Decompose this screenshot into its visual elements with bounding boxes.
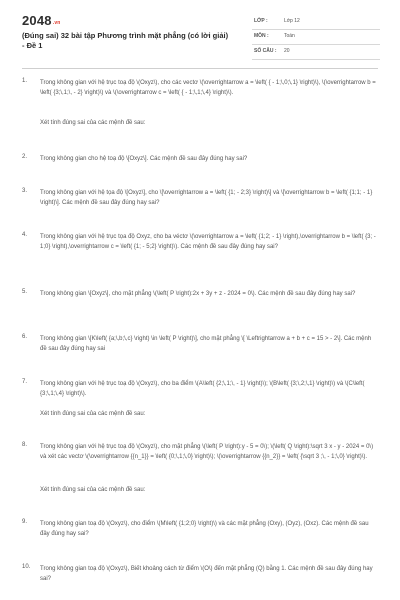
question-text: Trong không gian toạ độ \(Oxyz\), Biết khoảng cách từ điểm \(O\) đến mặt phẳng (Q) bằng 1. Các mệnh đề sau đây đúng hay sai? — [40, 566, 373, 582]
question-number: 3. — [22, 188, 28, 194]
meta-row-count — [252, 46, 380, 60]
question-number: 1. — [22, 78, 28, 84]
page-header — [0, 0, 400, 66]
document-title: (Đúng sai) 32 bài tập Phương trình mặt phẳng (có lời giải) - Đề 1 — [22, 31, 229, 50]
logo-suffix: .vn — [52, 20, 61, 26]
meta-value: Lớp 12 — [284, 18, 300, 24]
meta-row-class — [252, 16, 380, 30]
question-number: 10. — [22, 564, 31, 570]
meta-label: SỐ CÂU : — [254, 48, 277, 54]
question-instruction: Xét tính đúng sai của các mệnh đề sau: — [40, 411, 146, 417]
question-text: Trong không gian \[Oxyz\], cho mặt phẳng \(\left( P \right):2x + 3y + z - 2024 = 0\). Các mệnh đề sau đây đúng hay sai? — [40, 291, 356, 297]
question-number: 4. — [22, 232, 28, 238]
question-number: 8. — [22, 442, 28, 448]
question-text: Trong không gian với hệ trục toạ độ \(Oxyz\), cho mặt phẳng \(\left( P \right):y - 5 = 0\); \(\left( Q \right):\sqrt 3 x - y - 2024 = 0\) và xét các vectơ \(\overrightarrow {{n_1}} = \left( {0;\,1;\,0} \right)\); \(\overrightarrow {{n_2}} = \left( {\sqrt 3 ;\, - 1;\,0} \right)\). — [40, 444, 374, 460]
meta-label: LỚP : — [254, 18, 268, 24]
question-instruction: Xét tính đúng sai của các mệnh đề sau: — [40, 120, 146, 126]
question-text: Trong không gian với hệ tọa độ \[Oxyz\], cho \[\overrightarrow a = \left( {1; - 2;3} \right)\] và \[\overrightarrow b = \left( {1;1; - 1} \right)\]. Các mệnh đề sau đây đúng hay sai? — [40, 190, 373, 206]
question-text: Trong không gian \[K\left( {a;\,b;\,c} \right) \in \left( P \right)\], cho mặt phẳng \[ \Leftrightarrow a + b + c = 15 > - 2\]. Các mệnh đề sau đây đúng hay sai — [40, 336, 372, 352]
question-number: 5. — [22, 289, 28, 295]
question-text: Trong không gian với hệ trục toạ độ \(Oxyz\), cho ba điểm \(A\left( {2;\,1;\, - 1} \right)\); \(B\left( {3;\,2;\,1} \right)\) và \(C\left( {3;\,1;\,4} \right)\). — [40, 381, 365, 397]
meta-info — [252, 16, 380, 61]
question-number: 2. — [22, 154, 28, 160]
site-logo[interactable] — [22, 13, 61, 28]
meta-value: Toán — [284, 33, 295, 39]
meta-value: 20 — [284, 48, 290, 54]
header-divider — [22, 68, 378, 69]
meta-label: MÔN : — [254, 33, 269, 39]
question-instruction: Xét tính đúng sai của các mệnh đề sau: — [40, 487, 146, 493]
question-text: Trong không gian với hệ trục toạ độ \(Oxyz\), cho các vectơ \(\overrightarrow a = \left( { - 1;\,0;\,1} \right)\), \(\overrightarrow b = \left( {3;\,1;\, - 2} \right)\) và \(\overrightarrow c = \left( { - 1;\,1;\,4} \right)\). — [40, 80, 376, 96]
logo-text: 2048 — [22, 13, 52, 28]
question-text: Trong không gian toạ độ \(Oxyz\), cho điểm \(M\left( {1;2;0} \right)\) và các mặt phẳng (Oxy), (Oyz), (Oxz). Các mệnh đề sau đây đúng hay sai? — [40, 521, 369, 537]
meta-row-subject — [252, 31, 380, 45]
question-number: 9. — [22, 519, 28, 525]
question-number: 6. — [22, 334, 28, 340]
question-number: 7. — [22, 379, 28, 385]
question-text: Trong không gian với hệ trục tọa độ Oxyz, cho ba véctơ \(\overrightarrow a = \left( {1;2; - 1} \right),\overrightarrow b = \left( {3; - 1;0} \right),\overrightarrow c = \left( {1; - 5;2} \right)\). Các mệnh đề sau đây đúng hay sai? — [40, 234, 376, 250]
question-text: Trong không gian cho hệ toạ độ \[Oxyz\]. Các mệnh đề sau đây đúng hay sai? — [40, 156, 248, 162]
